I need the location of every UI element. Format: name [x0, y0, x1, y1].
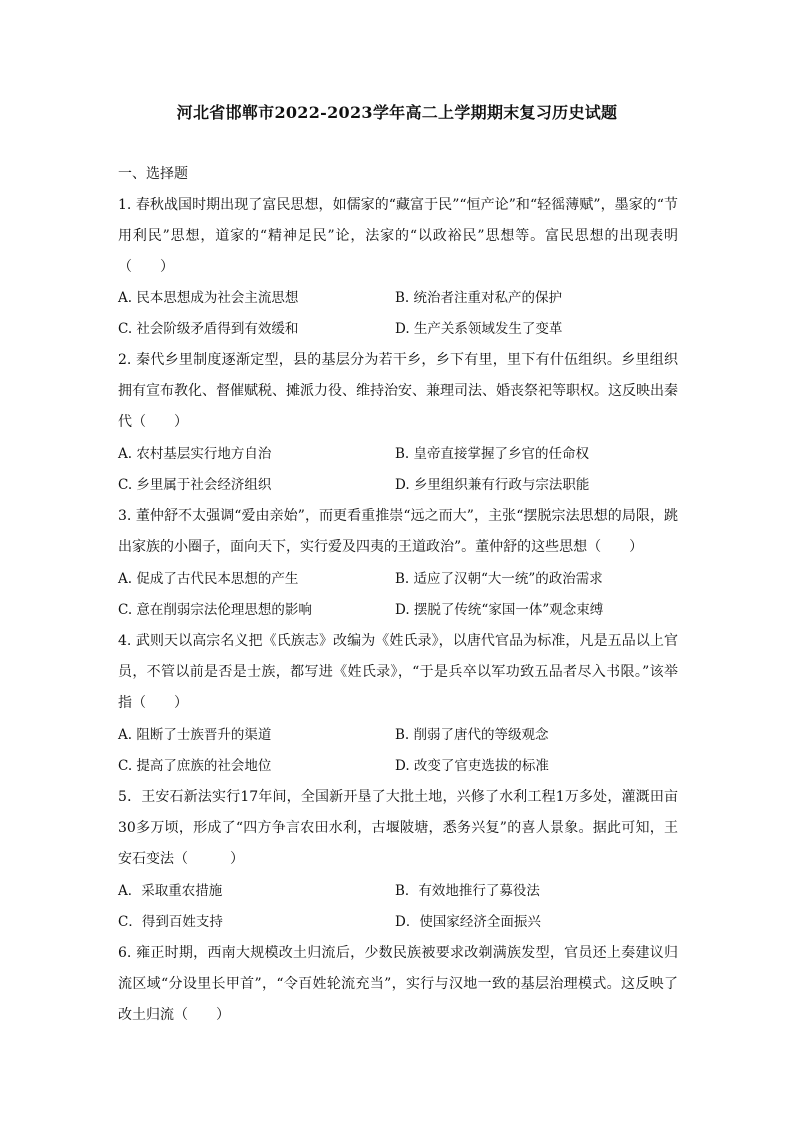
option-c: C. 意在削弱宗法伦理思想的影响 [118, 602, 312, 618]
option-d: D. 摆脱了传统“家国一体”观念束缚 [395, 602, 604, 618]
option-b: B. 削弱了唐代的等级观念 [395, 727, 549, 743]
option-c: C. 社会阶级矛盾得到有效缓和 [118, 321, 299, 337]
question-1-text: 1. 春秋战国时期出现了富民思想，如儒家的“藏富于民”“恒产论”和“轻徭薄赋”，墨家的“节用利民”思想，道家的“精神足民”论，法家的“以政裕民”思想等。富民思想的出现表明（ ） [118, 197, 678, 275]
option-c: C. 提高了庶族的社会地位 [118, 758, 272, 774]
question-2-text: 2. 秦代乡里制度逐渐定型，县的基层分为若干乡，乡下有里，里下有什伍组织。乡里组织拥有宣布教化、督催赋税、摊派力役、维持治安、兼理司法、婚丧祭祀等职权。这反映出秦代（ ） [118, 352, 678, 430]
option-c: C．得到百姓支持 [118, 914, 223, 930]
option-d: D．使国家经济全面振兴 [395, 914, 541, 930]
option-c: C. 乡里属于社会经济组织 [118, 477, 272, 493]
document-title: 河北省邯郸市2022-2023学年高二上学期期末复习历史试题 [176, 103, 618, 122]
option-a: A. 民本思想成为社会主流思想 [118, 290, 299, 306]
question-5-text: 5．王安石新法实行17年间，全国新开垦了大批土地，兴修了水利工程1万多处，灌溉田亩30多万顷，形成了“四方争言农田水利，古堰陂塘，悉务兴复”的喜人景象。据此可知，王安石变法（ ） [118, 789, 678, 867]
question-6-text: 6. 雍正时期，西南大规模改土归流后，少数民族被要求改剃满族发型，官员还上奏建议归流区域“分设里长甲首”，“令百姓轮流充当”，实行与汉地一致的基层治理模式。这反映了改土归流（ ） [118, 945, 678, 1023]
option-a: A. 农村基层实行地方自治 [118, 446, 272, 462]
question-4-text: 4. 武则天以高宗名义把《氏族志》改编为《姓氏录》，以唐代官品为标准，凡是五品以上官员，不管以前是否是士族，都写进《姓氏录》，“于是兵卒以军功致五品者尽入书限。”该举指（ ） [118, 633, 678, 711]
section-heading: 一、选择题 [118, 166, 188, 182]
option-d: D. 改变了官吏选拔的标准 [395, 758, 549, 774]
option-a: A. 阻断了士族晋升的渠道 [118, 727, 272, 743]
option-b: B. 皇帝直接掌握了乡官的任命权 [395, 446, 590, 462]
option-b: B．有效地推行了募役法 [395, 883, 540, 899]
option-b: B. 适应了汉朝“大一统”的政治需求 [395, 571, 603, 587]
option-d: D. 乡里组织兼有行政与宗法职能 [395, 477, 590, 493]
option-a: A. 促成了古代民本思想的产生 [118, 571, 299, 587]
option-d: D. 生产关系领域发生了变革 [395, 321, 563, 337]
question-3-text: 3. 董仲舒不太强调“爱由亲始”，而更看重推崇“远之而大”，主张“摆脱宗法思想的局限，跳出家族的小圈子，面向天下，实行爱及四夷的王道政治”。董仲舒的这些思想（ ） [118, 508, 678, 555]
option-a: A．采取重农措施 [118, 883, 223, 899]
option-b: B. 统治者注重对私产的保护 [395, 290, 563, 306]
